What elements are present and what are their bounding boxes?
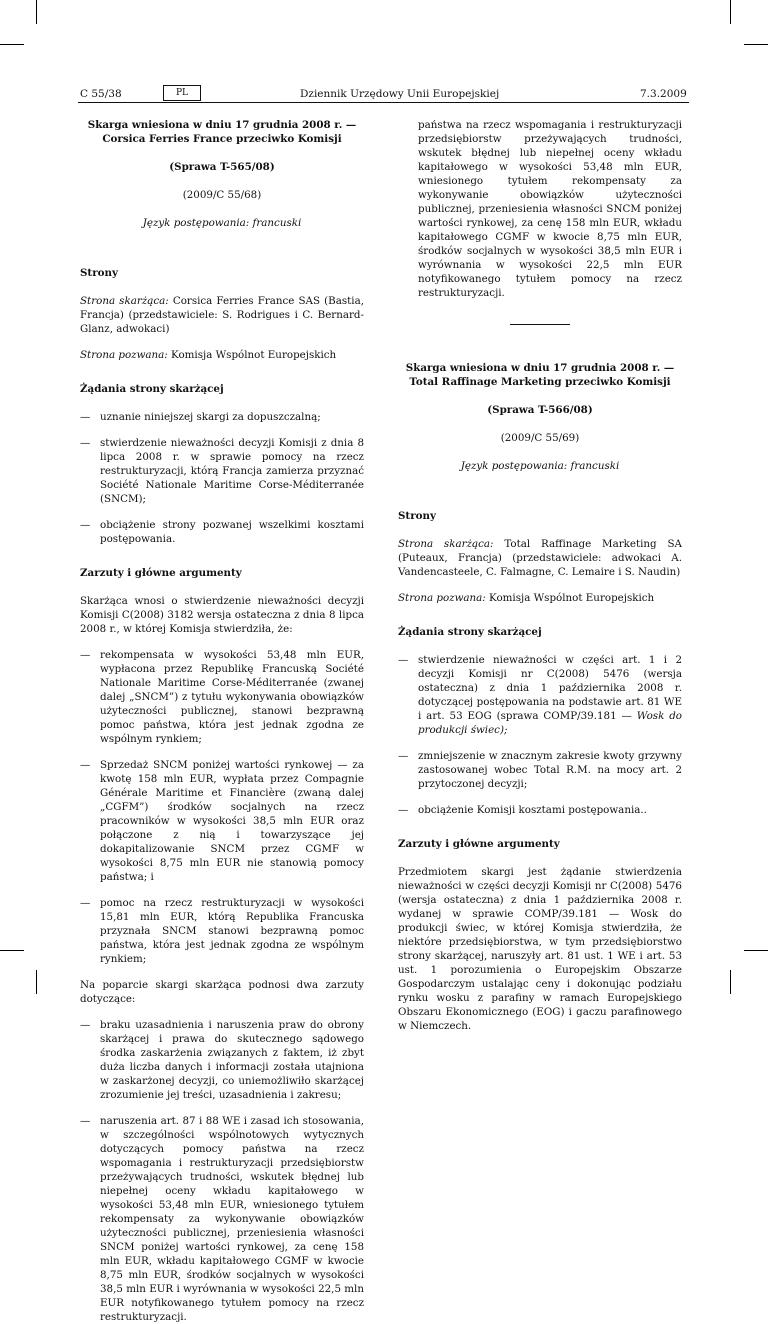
crop-mark <box>0 950 24 951</box>
crop-mark <box>36 970 37 994</box>
list-item: — stwierdzenie nieważności decyzji Komisji z dnia 8 lipca 2008 r. w sprawie pomocy na rzecz restrukturyzacji, którą Francja zamierza przyznać Société Nationale Maritime Corse-Méditerranée (SNCM); <box>80 437 364 505</box>
list-item: — pomoc na rzecz restrukturyzacji w wysokości 15,81 mln EUR, którą Republika Francuska przyznała SNCM stanowi bezprawną pomoc państwa, która jest jednak zgodna ze wspólnym rynkiem; <box>80 897 364 965</box>
list-item-text: braku uzasadnienia i naruszenia praw do obrony skarżącej i prawa do skutecznego sądowego środka zaskarżenia związanych z faktem, iż zbyt duża liczba danych i informacji została utajniona w zaskarżonej decyzji, co uniemożliwiło skarżącej zrozumienie jej treści, uzasadnienia i zakresu; <box>100 1019 364 1101</box>
list-item: — stwierdzenie nieważności w części art. 1 i 2 decyzji Komisji nr C(2008) 5476 (wersja ostateczna) z dnia 1 października 2008 r. dotyczącej postępowania na podstawie art. 81 WE i art. 53 EOG (sprawa COMP/39.181 — Wosk do produkcji świec); <box>398 654 682 736</box>
page-ref: C 55/38 <box>80 88 122 100</box>
case2-reference: (2009/C 55/69) <box>500 432 580 444</box>
list-item: — naruszenia art. 87 i 88 WE i zasad ich stosowania, w szczególności wspólnotowych wytycznych dotyczących pomocy państwa na rzecz wspomagania i restrukturyzacji przedsiębiorstw przeżywających trudności, wskutek błędnej lub niepełnej oceny wkładu kapitałowego w wysokości 53,48 mln EUR, wniesionego tytułem rekompensaty za wykonywanie obowiązków użyteczności publicznej, przeniesienia własności SNCM poniżej wartości rynkowej, za cenę 158 mln EUR, wkładu kapitałowego CGMF w kwocie 8,75 mln EUR, środków socjalnych w wysokości 38,5 mln EUR i wyrównania w wysokości 22,5 mln EUR notyfikowanego tytułem pomocy na rzecz restrukturyzacji. <box>80 1115 364 1323</box>
list-item-text: zmniejszenie w znacznym zakresie kwoty grzywny zastosowanej wobec Total R.M. na mocy art. 2 przytoczonej decyzji; <box>418 750 682 790</box>
crop-mark <box>730 970 731 994</box>
list-item: — obciążenie strony pozwanej wszelkimi kosztami postępowania. <box>80 519 364 545</box>
list-item: — zmniejszenie w znacznym zakresie kwoty grzywny zastosowanej wobec Total R.M. na mocy art. 2 przytoczonej decyzji; <box>398 750 682 790</box>
case2-parties-heading: Strony <box>398 510 436 522</box>
list-item: — uznanie niniejszej skargi za dopuszczalną; <box>80 411 321 423</box>
case2-forms-heading: Żądania strony skarżącej <box>398 626 542 638</box>
crop-mark <box>744 950 768 951</box>
case1-applicant <box>80 294 364 336</box>
list-item: — rekompensata w wysokości 53,48 mln EUR, wypłacona przez Republikę Francuską Société Nationale Maritime Corse-Méditerranée (zwanej dalej „SNCM”) z tytułu wykonywania obowiązków użyteczności publicznej, stanowi bezprawną pomoc państwa, która jest jednak zgodna ze wspólnym rynkiem; <box>80 649 364 745</box>
crop-mark <box>730 0 731 24</box>
case1-pleas-heading: Zarzuty i główne argumenty <box>80 567 242 579</box>
list-item-text: naruszenia art. 87 i 88 WE i zasad ich stosowania, w szczególności wspólnotowych wytycznych dotyczących pomocy państwa na rzecz wspomagania i restrukturyzacji przedsiębiorstw przeżywających trudności, wskutek błędnej lub niepełnej oceny wkładu kapitałowego w wysokości 53,48 mln EUR, wniesionego tytułem rekompensaty za wykonywanie obowiązków użyteczności publicznej, przeniesienia własności SNCM poniżej wartości rynkowej, za cenę 158 mln EUR, wkładu kapitałowego CGMF w kwocie 8,75 mln EUR, środków socjalnych w wysokości 38,5 mln EUR i wyrównania w wysokości 22,5 mln EUR notyfikowanego tytułem pomocy na rzecz restrukturyzacji. <box>100 1115 364 1323</box>
list-item: — braku uzasadnienia i naruszenia praw do obrony skarżącej i prawa do skutecznego sądowego środka zaskarżenia związanych z faktem, iż zbyt duża liczba danych i informacji została utajniona w zaskarżonej decyzji, co uniemożliwiło skarżącej zrozumienie jej treści, uzasadnienia i zakresu; <box>80 1019 364 1101</box>
case1-defendant <box>80 348 364 362</box>
journal-title: Dziennik Urzędowy Unii Europejskiej <box>300 88 500 100</box>
case1-number: (Sprawa T-565/08) <box>169 161 275 173</box>
case1-reference: (2009/C 55/68) <box>182 189 262 201</box>
crop-mark <box>744 44 768 45</box>
case1-support-intro: Na poparcie skargi skarżąca podnosi dwa zarzuty dotyczące: <box>80 979 364 1005</box>
defendant-text: Komisja Wspólnot Europejskich <box>485 592 655 604</box>
list-item-text: Sprzedaż SNCM poniżej wartości rynkowej — za kwotę 158 mln EUR, wypłata przez Compagnie Générale Maritime et Financière (zwaną dalej „CGFM”) środków socjalnych na rzecz pracowników w wysokości 38,5 mln EUR oraz połączone z nią i towarzyszące jej dokapitalizowanie SNCM przez CGMF w wysokości 8,75 mln EUR nie stanowią pomocy państwa; i <box>100 759 364 883</box>
list-item: — Sprzedaż SNCM poniżej wartości rynkowej — za kwotę 158 mln EUR, wypłata przez Compagnie Générale Maritime et Financière (zwaną dalej „CGFM”) środków socjalnych na rzecz pracowników w wysokości 38,5 mln EUR oraz połączone z nią i towarzyszące jej dokapitalizowanie SNCM przez CGMF w wysokości 8,75 mln EUR nie stanowią pomocy państwa; i <box>80 759 364 883</box>
defendant-label: Strona pozwana: <box>398 592 486 604</box>
case1-title: Skarga wniesiona w dniu 17 grudnia 2008 r. — Corsica Ferries France przeciwko Komisji <box>87 119 357 145</box>
list-item-text: uznanie niniejszej skargi za dopuszczalną; <box>100 411 321 423</box>
list-item-text: obciążenie Komisji kosztami postępowania.. <box>418 804 647 816</box>
crop-mark <box>36 0 37 24</box>
applicant-label: Strona skarżąca: <box>398 538 494 550</box>
header-rule <box>78 102 689 103</box>
case2-pleas-text: Przedmiotem skargi jest żądanie stwierdzenia nieważności w części decyzji Komisji nr C(2008) 5476 (wersja ostateczna) z dnia 1 października 2008 r. wydanej w sprawie COMP/39.181 — Wosk do produkcji świec, w której Komisja stwierdziła, że niektóre przedsiębiorstwa, w tym przedsiębiorstwo strony skarżącej, naruszyły art. 81 ust. 1 WE i art. 53 ust. 1 porozumienia o Europejskim Obszarze Gospodarczym ustalając ceny i dokonując podziału rynku wosku z parafiny w ramach Europejskiego Obszaru Ekonomicznego (EOG) i gaczu parafinowego w Niemczech. <box>398 866 682 1032</box>
case2-title: Skarga wniesiona w dniu 17 grudnia 2008 r. — Total Raffinage Marketing przeciwko Komisji <box>405 362 675 388</box>
case2-language: Język postępowania: francuski <box>460 460 620 472</box>
case2-pleas-heading: Zarzuty i główne argumenty <box>398 838 560 850</box>
section-separator <box>510 324 570 325</box>
list-item-text: stwierdzenie nieważności w części art. 1 i 2 decyzji Komisji nr C(2008) 5476 (wersja ostateczna) z dnia 1 października 2008 r. dotyczącej postępowania na podstawie art. 81 WE i art. 53 EOG (sprawa COMP/39.181 — <box>418 654 682 722</box>
case1-continuation: państwa na rzecz wspomagania i restrukturyzacji przedsiębiorstw przeżywających trudności, wskutek błędnej lub niepełnej oceny wkładu kapitałowego w wysokości 53,48 mln EUR, wniesionego tytułem rekompensaty za wykonywanie obowiązków użyteczności publicznej, przeniesienia własności SNCM poniżej wartości rynkowej, za cenę 158 mln EUR, wkładu kapitałowego CGMF w kwocie 8,75 mln EUR, środków socjalnych w wysokości 38,5 mln EUR i wyrównania w wysokości 22,5 mln EUR notyfikowanego tytułem pomocy na rzecz restrukturyzacji. <box>418 119 682 299</box>
list-item-text: pomoc na rzecz restrukturyzacji w wysokości 15,81 mln EUR, którą Republika Francuska przyznała SNCM stanowi bezprawną pomoc państwa, która jest jednak zgodna ze wspólnym rynkiem; <box>100 897 364 965</box>
case2-number: (Sprawa T-566/08) <box>487 404 593 416</box>
applicant-text: Corsica Ferries France SAS (Bastia, Francja) (przedstawiciele: S. Rodrigues i C. Bernard-Glanz, adwokaci) <box>80 295 364 335</box>
case2-applicant <box>398 537 682 579</box>
case1-pleas-intro: Skarżąca wnosi o stwierdzenie nieważności decyzji Komisji C(2008) 3182 wersja ostateczna z dnia 8 lipca 2008 r., w której Komisja stwierdziła, że: <box>80 595 364 635</box>
language-code-box: PL <box>163 85 201 101</box>
list-item-text: obciążenie strony pozwanej wszelkimi kosztami postępowania. <box>100 519 364 545</box>
case1-forms-heading: Żądania strony skarżącej <box>80 383 224 395</box>
list-item-text: rekompensata w wysokości 53,48 mln EUR, wypłacona przez Republikę Francuską Société Nationale Maritime Corse-Méditerranée (zwanej dalej „SNCM”) z tytułu wykonywania obowiązków użyteczności publicznej, stanowi bezprawną pomoc państwa, która jest jednak zgodna ze wspólnym rynkiem; <box>100 649 364 745</box>
crop-mark <box>0 44 24 45</box>
applicant-label: Strona skarżąca: <box>80 295 169 307</box>
defendant-text: Komisja Wspólnot Europejskich <box>167 349 337 361</box>
list-item-text: stwierdzenie nieważności decyzji Komisji z dnia 8 lipca 2008 r. w sprawie pomocy na rzecz restrukturyzacji, którą Francja zamierza przyznać Société Nationale Maritime Corse-Méditerranée (SNCM); <box>100 437 364 505</box>
case1-parties-heading: Strony <box>80 267 118 279</box>
defendant-label: Strona pozwana: <box>80 349 168 361</box>
list-item-italic: Wosk do produkcji świec); <box>418 710 682 736</box>
left-column <box>80 118 364 1323</box>
case2-defendant <box>398 591 682 605</box>
issue-date: 7.3.2009 <box>640 88 687 100</box>
right-column <box>398 118 682 1045</box>
list-item: — obciążenie Komisji kosztami postępowania.. <box>398 804 647 816</box>
case1-language: Język postępowania: francuski <box>142 217 302 229</box>
applicant-text: Total Raffinage Marketing SA (Puteaux, Francja) (przedstawiciele: adwokaci A. Vandencasteele, C. Falmagne, C. Lemaire i S. Naudin) <box>398 538 682 578</box>
